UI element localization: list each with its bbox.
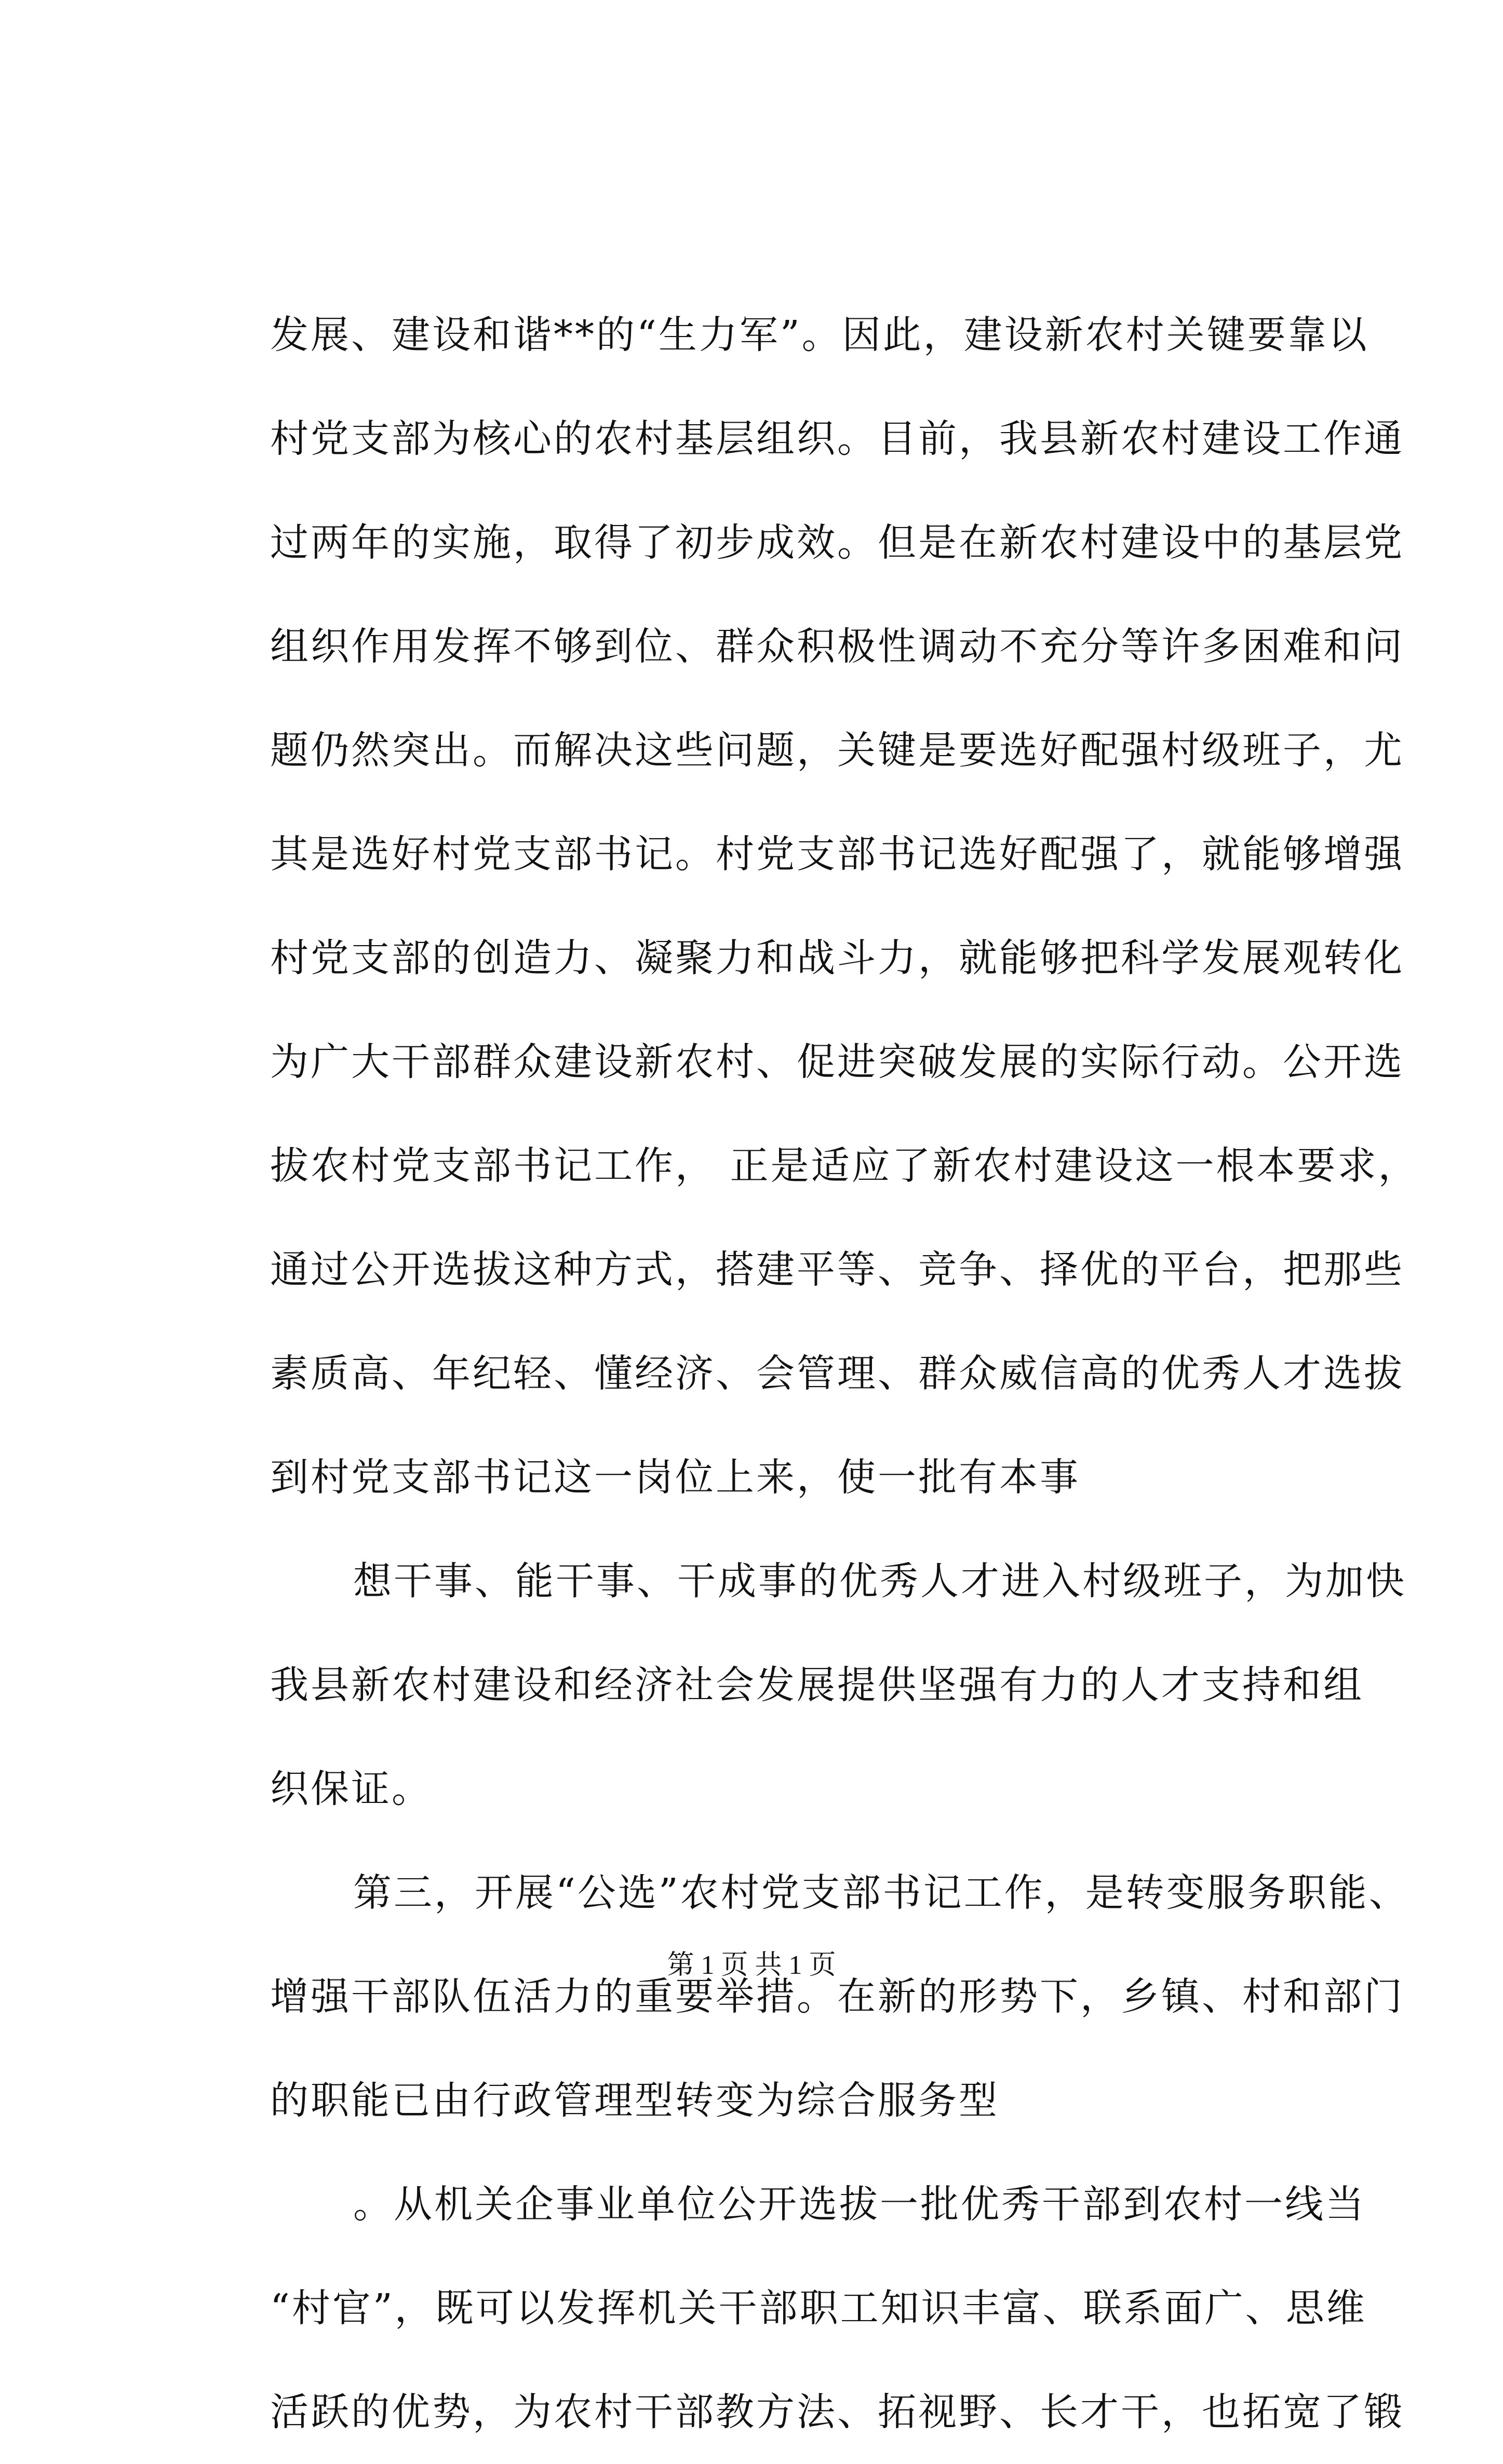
text-line: 素质高、年纪轻、懂经济、会管理、群众威信高的优秀人才选拔 [270,1351,1404,1396]
text-line: 第三，开展“公选”农村党支部书记工作，是转变服务职能、 [353,1870,1410,1915]
text-line: “村官”，既可以发挥机关干部职工知识丰富、联系面广、思维 [270,2286,1367,2331]
text-line: 其是选好村党支部书记。村党支部书记选好配强了，就能够增强 [270,832,1404,877]
text-line: 拔农村党支部书记工作， 正是适应了新农村建设这一根本要求， [270,1143,1419,1188]
text-line: 的职能已由行政管理型转变为综合服务型 [270,2078,999,2123]
text-line: 发展、建设和谐**的“生力军”。因此，建设新农村关键要靠以 [270,313,1369,357]
text-line: 到村党支部书记这一岗位上来，使一批有本事 [270,1455,1080,1500]
text-line: 我县新农村建设和经济社会发展提供坚强有力的人才支持和组 [270,1663,1364,1707]
page-footer: 第 1 页 共 1 页 [667,1950,836,1980]
text-line: 过两年的实施，取得了初步成效。但是在新农村建设中的基层党 [270,520,1404,565]
text-line: 增强干部队伍活力的重要举措。在新的形势下，乡镇、村和部门 [270,1974,1404,2019]
text-line: 。从机关企事业单位公开选拔一批优秀干部到农村一线当 [353,2182,1366,2227]
text-line: 想干事、能干事、干成事的优秀人才进入村级班子，为加快 [353,1559,1406,1604]
text-line: 活跃的优势，为农村干部教方法、拓视野、长才干，也拓宽了锻 [270,2390,1404,2434]
body-text [270,283,1419,2464]
text-line: 题仍然突出。而解决这些问题，关键是要选好配强村级班子，尤 [270,728,1404,773]
text-line: 村党支部为核心的农村基层组织。目前，我县新农村建设工作通 [270,416,1404,461]
text-line: 织保证。 [270,1767,432,1811]
text-line: 组织作用发挥不够到位、群众积极性调动不充分等许多困难和问 [270,624,1404,669]
text-line: 为广大干部群众建设新农村、促进突破发展的实际行动。公开选 [270,1040,1404,1084]
text-line: 村党支部的创造力、凝聚力和战斗力，就能够把科学发展观转化 [270,936,1404,980]
text-line: 通过公开选拔这种方式，搭建平等、竞争、择优的平台，把那些 [270,1247,1404,1292]
